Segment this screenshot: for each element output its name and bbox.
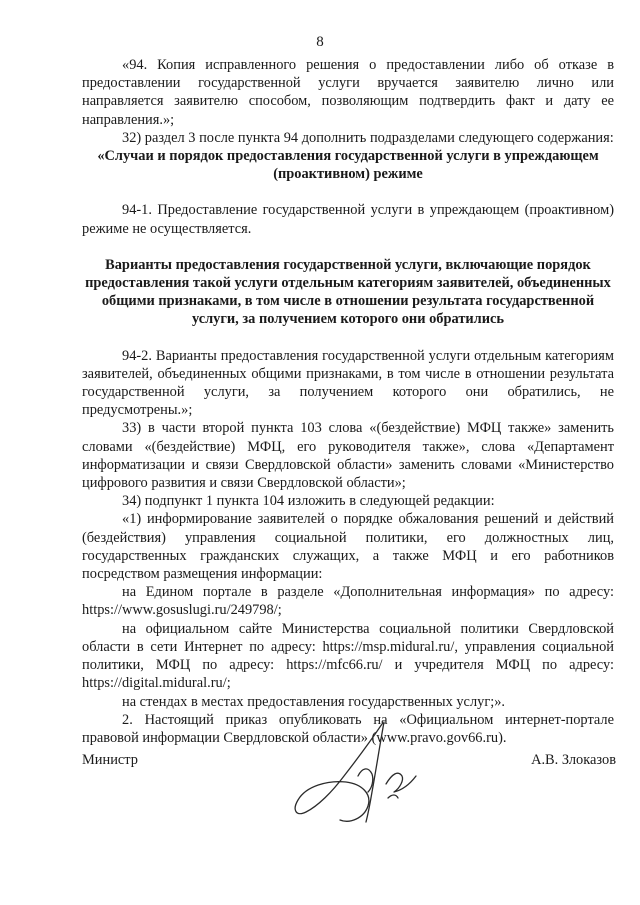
paragraph-item-94-text: «94. Копия исправленного решения о предоставлении либо об отказе в предоставлении государственной услуги вручается заявителю лично или направляется заявителю способом, позволяющим подтвердить факт и дату ее направления.»;: [82, 57, 614, 128]
paragraph-gosuslugi: на Едином портале в разделе «Дополнительная информация» по адресу: https://www.gosuslugi.ru/249798/;: [82, 584, 614, 619]
section-heading-variants: Варианты предоставления государственной услуги, включающие порядок предоставления такой услуги отдельным категориям заявителей, объединенных общими признаками, в том числе в отношении результата государственной услуги, за получением которого они обратились: [85, 256, 611, 328]
document-body: [82, 56, 614, 747]
paragraph-publication: 2. Настоящий приказ опубликовать на «Официальном интернет-портале правовой информации Свердловской области» (www.pravo.gov66.ru).: [82, 711, 614, 746]
paragraph-stands: на стендах в местах предоставления государственных услуг;».: [122, 693, 506, 710]
paragraph-item-94-1: 94-1. Предоставление государственной услуги в упреждающем (проактивном) режиме не осуществляется.: [82, 202, 614, 237]
paragraph-amendment-32: 32) раздел 3 после пункта 94 дополнить подразделами следующего содержания:: [122, 129, 614, 146]
signatory-position: Министр: [82, 752, 138, 768]
paragraph-amendment-34: 34) подпункт 1 пункта 104 изложить в следующей редакции:: [122, 493, 495, 510]
section-heading-proactive: «Случаи и порядок предоставления государственной услуги в упреждающем (проактивном) режиме: [97, 148, 599, 183]
handwritten-signature: [288, 714, 428, 832]
paragraph-subitem-1: «1) информирование заявителей о порядке обжалования решений и действий (бездействия) управления социальной политики, его должностных лиц, государственных гражданских служащих, а также МФЦ и его работников посредством размещения информации:: [82, 511, 614, 583]
paragraph-amendment-33: 33) в части второй пункта 103 слова «(бездействие) МФЦ также» заменить словами «(бездействие) МФЦ, его руководителя также», слова «Департамент информатизации и связи Свердловской области» заменить словами «Министерство цифрового развития и связи Свердловской области»;: [82, 420, 614, 492]
page-number: 8: [316, 34, 324, 50]
paragraph-item-94-2: 94-2. Варианты предоставления государственной услуги отдельным категориям заявителей, объединенных общими признаками, в том числе в отношении результата государственной услуги, за получением которого они обратились, не предусмотрены.»;: [82, 347, 614, 419]
signatory-name: А.В. Злоказов: [531, 752, 616, 768]
paragraph-msp-site: на официальном сайте Министерства социальной политики Свердловской области в сети Интернет по адресу: https://msp.midural.ru/, управления социальной политики, МФЦ по адресу: https://mfc66.ru/ и учредителя МФЦ по адресу: https://digital.midural.ru/;: [82, 620, 614, 692]
